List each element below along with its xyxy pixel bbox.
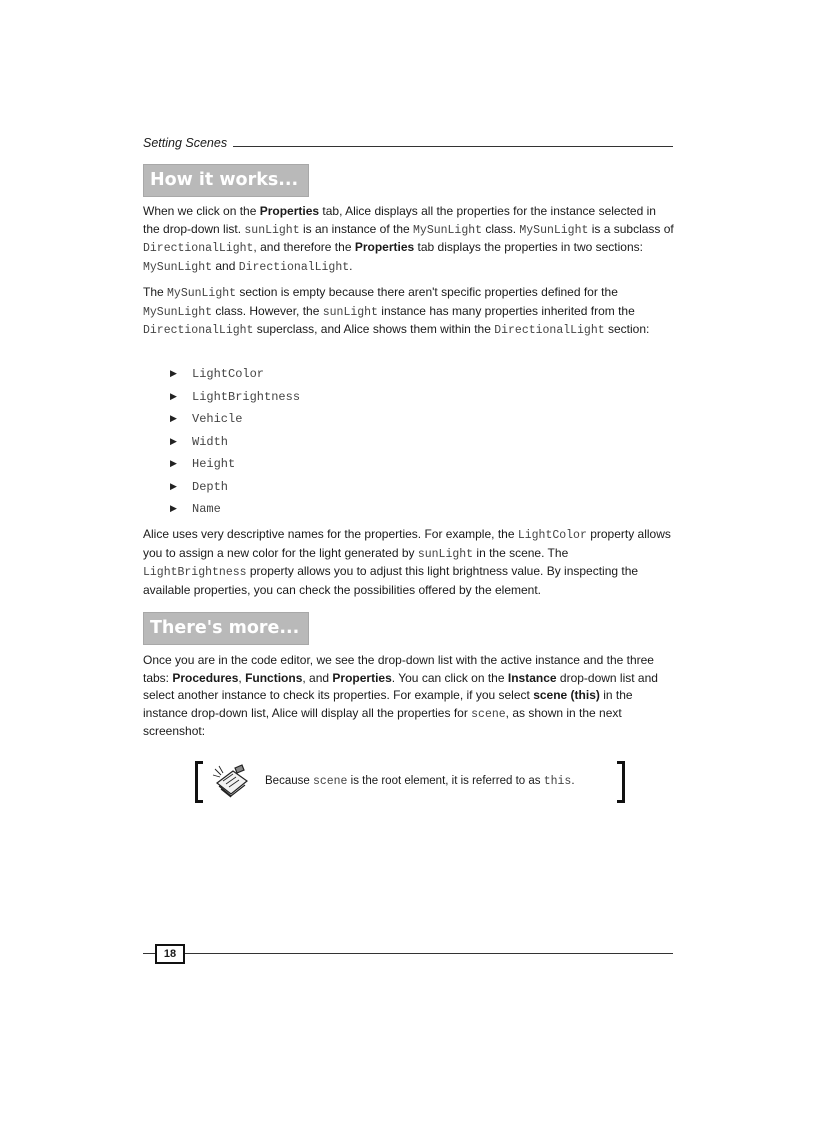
property-list [168, 364, 300, 522]
list-item: ▶ Depth [168, 477, 300, 500]
triangle-bullet-icon: ▶ [170, 503, 177, 513]
triangle-bullet-icon: ▶ [170, 480, 177, 491]
paragraph-code-editor: Once you are in the code editor, we see the drop-down list with the active instance and the three tabs: Procedures, Functions, and Properties. You can click on the Instance drop-down list and select another instance to check its properties. For example, if you select scene (this) in the instance drop-down list, Alice will display all the properties for scene, as shown in the next screenshot: [143, 653, 658, 738]
list-item: ▶ Vehicle [168, 409, 300, 432]
header-title: Setting Scenes [143, 135, 233, 151]
paragraph-properties-tab: When we click on the Properties tab, Alice displays all the properties for the instance selected in the drop-down list. sunLight is an instance of the MySunLight class. MySunLight is a subclass of DirectionalLight, and therefore the Properties tab displays the properties in two sections: MySunLight and DirectionalLight. [143, 204, 674, 274]
page-footer [143, 944, 673, 964]
list-item: ▶ Height [168, 454, 300, 477]
triangle-bullet-icon: ▶ [170, 390, 177, 401]
paragraph-descriptive-names: Alice uses very descriptive names for the properties. For example, the LightColor property allows you to assign a new color for the light generated by sunLight in the scene. The LightBrightness property allows you to adjust this light brightness value. By inspecting the available properties, you can check the possibilities offered by the element. [143, 527, 671, 597]
section-heading-theres-more: There's more... [143, 612, 309, 645]
triangle-bullet-icon: ▶ [170, 435, 177, 446]
note-text: Because scene is the root element, it is referred to as this. [265, 775, 575, 788]
triangle-bullet-icon: ▶ [170, 413, 177, 423]
right-bracket [617, 761, 625, 803]
running-header [143, 135, 673, 153]
page-number: 18 [155, 944, 185, 964]
triangle-bullet-icon: ▶ [170, 458, 177, 468]
list-item: ▶ LightColor [168, 364, 300, 387]
section-heading-how-it-works: How it works... [143, 164, 309, 197]
list-item: ▶ Width [168, 432, 300, 455]
left-bracket [195, 761, 203, 803]
header-rule [233, 146, 673, 147]
paragraph-inherited-properties: The MySunLight section is empty because there aren't specific properties defined for the MySunLight class. However, the sunLight instance has many properties inherited from the DirectionalLight superclass, and Alice shows them within the DirectionalLight section: [143, 285, 650, 337]
note-pad-icon [211, 763, 251, 799]
triangle-bullet-icon: ▶ [170, 368, 177, 378]
footer-rule [143, 953, 673, 954]
note-box [195, 761, 625, 805]
list-item: ▶ LightBrightness [168, 387, 300, 410]
list-item: ▶ Name [168, 499, 300, 522]
